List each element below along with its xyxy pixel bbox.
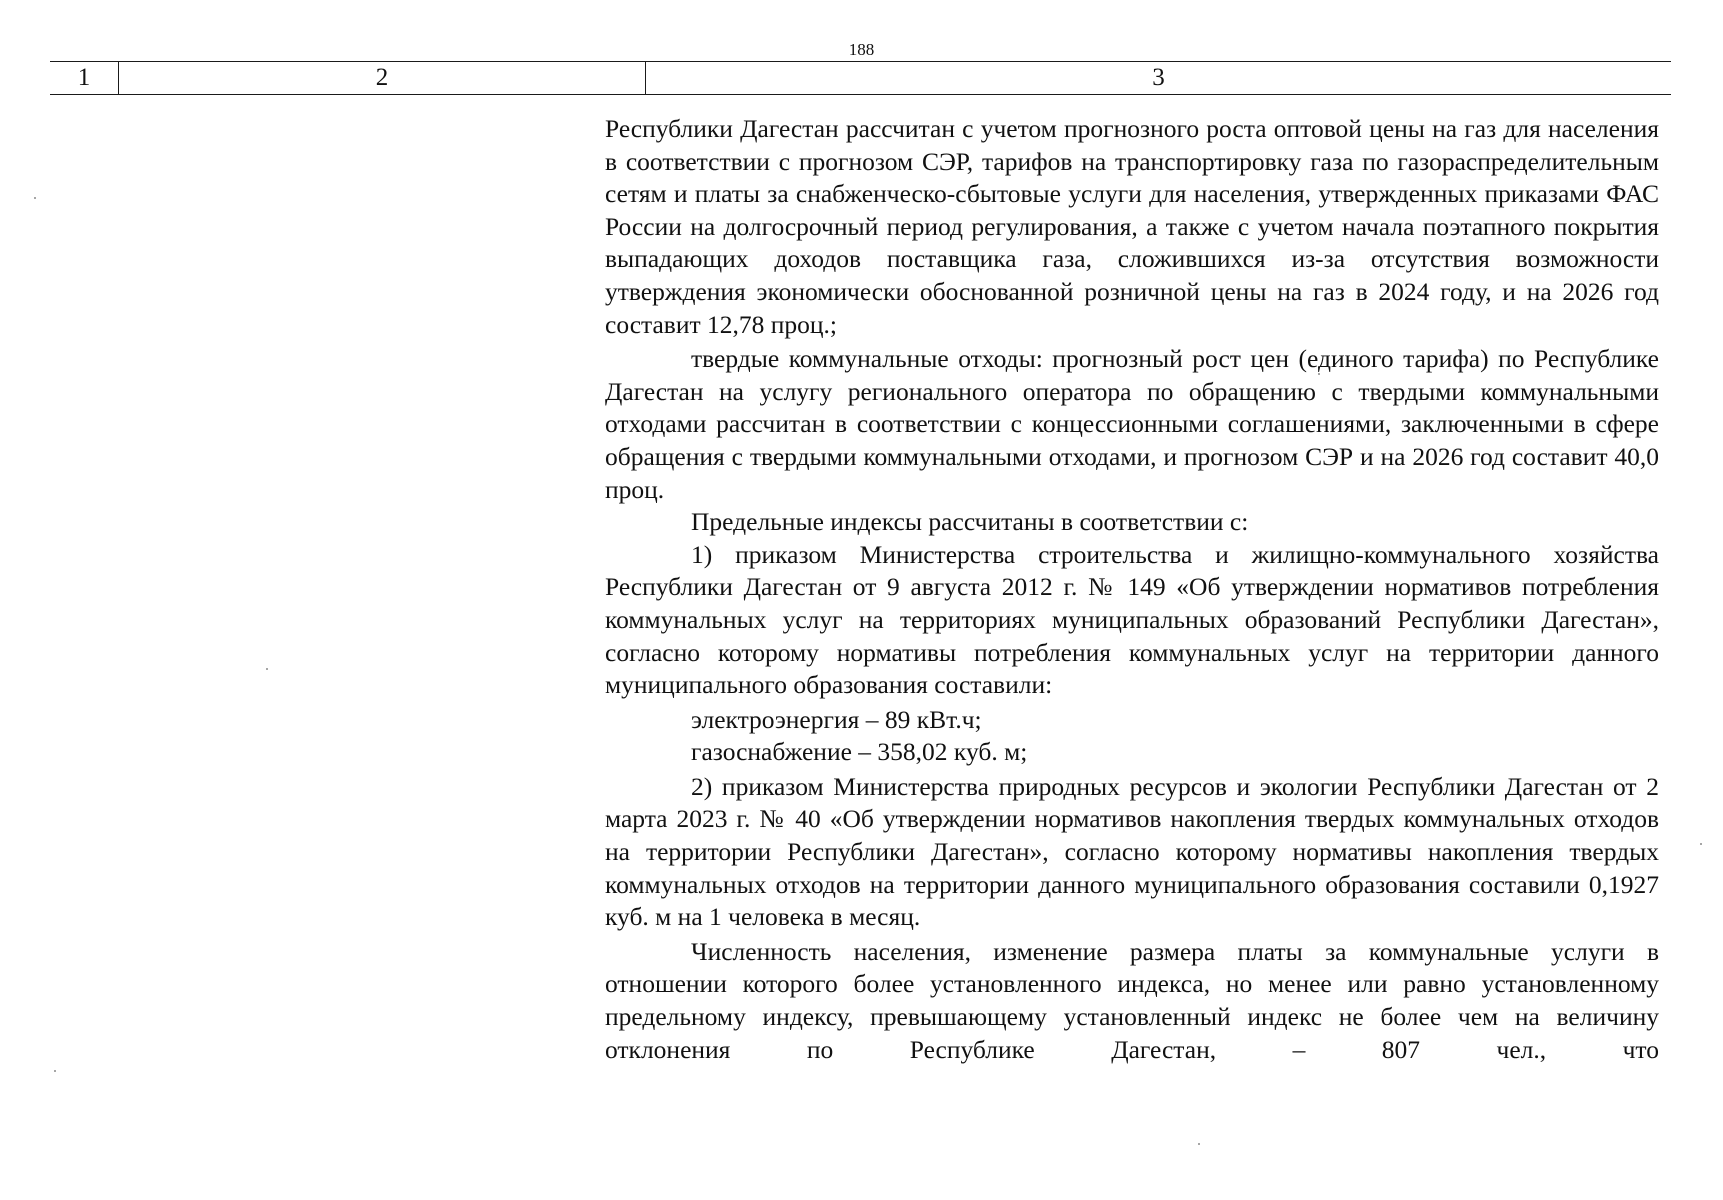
scan-speck — [34, 197, 36, 199]
paragraph-population: Численность населения, изменение размера платы за коммунальные услуги в отношении которого более установленного индекса, но менее или равно установленному предельному индексу, превышающему установленный индекс не более чем на величину отклонения по Республике Дагестан, – 807 чел., что — [605, 936, 1659, 1064]
table-header-row — [50, 61, 1671, 95]
scan-speck — [1700, 843, 1702, 845]
column-number-2: 2 — [118, 62, 645, 94]
document-body — [605, 113, 1659, 1066]
scan-speck — [266, 668, 268, 670]
paragraph-electricity-norm: электроэнергия – 89 кВт.ч; — [691, 704, 982, 734]
scan-speck — [54, 1070, 56, 1072]
paragraph-indices-intro: Предельные индексы рассчитаны в соответствии с: — [691, 507, 1249, 537]
paragraph-gas-continuation: Республики Дагестан рассчитан с учетом прогнозного роста оптовой цены на газ для населения в соответствии с прогнозом СЭР, тарифов на транспортировку газа по газораспределительным сетям и платы за снабженческо-сбытовые услуги для населения, утвержденных приказами ФАС России на долгосрочный период регулирования, а также с учетом начала поэтапного покрытия выпадающих доходов поставщика газа, сложившихся из-за отсутствия возможности утверждения экономически обоснованной розничной цены на газ в 2024 году, и на 2026 год составит 12,78 проц.; — [605, 114, 1659, 339]
column-number-3: 3 — [645, 62, 1671, 94]
scan-speck — [1318, 373, 1320, 375]
paragraph-gas-norm: газоснабжение – 358,02 куб. м; — [691, 737, 1028, 767]
paragraph-solid-waste: твердые коммунальные отходы: прогнозный рост цен (единого тарифа) по Республике Дагестан на услугу регионального оператора по обращению с твердыми коммунальными отходами рассчитан в соответствии с концессионными соглашениями, заключенными в сфере обращения с твердыми коммунальными отходами, и прогнозом СЭР и на 2026 год составит 40,0 проц. — [605, 344, 1659, 504]
column-number-1: 1 — [77, 64, 91, 91]
paragraph-order-construction: 1) приказом Министерства строительства и жилищно-коммунального хозяйства Республики Дагестан от 9 августа 2012 г. № 149 «Об утверждении нормативов потребления коммунальных услуг на территориях муниципальных образований Республики Дагестан», согласно которому нормативы потребления коммунальных услуг на территории данного муниципального образования составили: — [605, 539, 1659, 700]
paragraph-order-ecology: 2) приказом Министерства природных ресурсов и экологии Республики Дагестан от 2 марта 2023 г. № 40 «Об утверждении нормативов накопления твердых коммунальных отходов на территории Республики Дагестан», согласно которому нормативы накопления твердых коммунальных отходов на территории данного муниципального образования составили 0,1927 куб. м на 1 человека в месяц. — [605, 771, 1659, 932]
page-number: 188 — [848, 40, 875, 59]
scan-speck — [1198, 1143, 1200, 1145]
